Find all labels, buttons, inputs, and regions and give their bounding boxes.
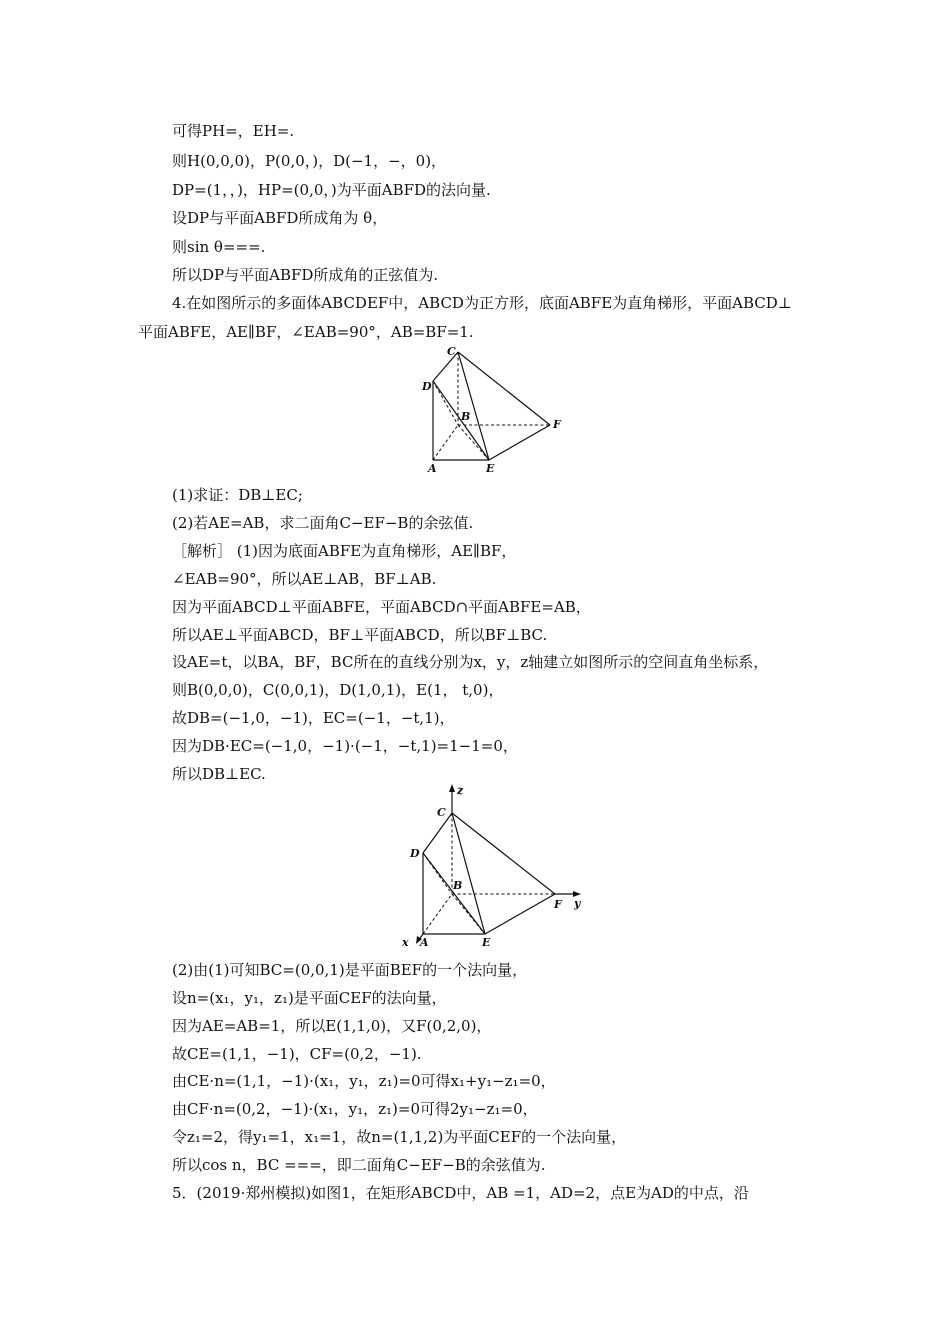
label-A: A	[420, 936, 429, 949]
text-line: 所以DP与平面ABFD所成角的正弦值为.	[172, 266, 439, 284]
problem-4-statement-cont: 平面ABFE，AE∥BF，∠EAB=90°，AB=BF=1.	[138, 323, 474, 341]
label-C: C	[447, 345, 456, 358]
text-line: ∠EAB=90°，所以AE⊥AB，BF⊥AB.	[172, 570, 437, 588]
text-line: 因为AE=AB=1，所以E(1,1,0)，又F(0,2,0)，	[172, 1017, 492, 1035]
text-line: 所以AE⊥平面ABCD，BF⊥平面ABCD，所以BF⊥BC.	[172, 626, 548, 644]
polyhedron-figure	[415, 343, 575, 478]
label-C: C	[437, 806, 446, 819]
text-line: 设AE=t，以BA，BF，BC所在的直线分别为x，y，z轴建立如图所示的空间直角坐标系，	[172, 653, 769, 671]
text-line: 可得PH=，EH=.	[172, 122, 295, 140]
label-D: D	[410, 847, 420, 860]
problem-5-statement: 5．(2019·郑州模拟)如图1，在矩形ABCD中，AB =1，AD=2，点E为AD的中点，沿	[172, 1184, 749, 1202]
label-A: A	[428, 462, 437, 475]
text-line: 则sin θ===.	[172, 238, 266, 256]
text-line: 则H(0,0,0)，P(0,0，)，D(−1，−，0)，	[172, 152, 447, 170]
text-line: 令z₁=2，得y₁=1，x₁=1，故n=(1,1,2)为平面CEF的一个法向量，	[172, 1128, 627, 1146]
text-line: (2)由(1)可知BC=(0,0,1)是平面BEF的一个法向量，	[172, 961, 528, 979]
text-line: 设DP与平面ABFD所成角为 θ，	[172, 209, 388, 227]
solution-heading: ［解析］ (1)因为底面ABFE为直角梯形，AE∥BF，	[172, 542, 517, 560]
text-line: 故DB=(−1,0，−1)，EC=(−1，−t,1)，	[172, 709, 455, 727]
text-line: 所以cos n，BC ===，即二面角C−EF−B的余弦值为.	[172, 1156, 546, 1174]
label-B: B	[461, 410, 471, 423]
label-F: F	[553, 418, 561, 431]
label-D: D	[422, 380, 432, 393]
coordinate-figure	[395, 783, 595, 953]
text-line: 因为平面ABCD⊥平面ABFE，平面ABCD∩平面ABFE=AB，	[172, 598, 591, 616]
text-line: 则B(0,0,0)，C(0,0,1)，D(1,0,1)，E(1， t,0)，	[172, 681, 504, 699]
z-axis-arrow	[449, 784, 455, 792]
problem-4-statement: 4.在如图所示的多面体ABCDEF中，ABCD为正方形，底面ABFE为直角梯形，平面ABCD⊥	[172, 294, 792, 312]
question-1: (1)求证：DB⊥EC;	[172, 486, 303, 504]
axis-label-y: y	[574, 897, 581, 910]
axis-label-x: x	[402, 936, 409, 949]
label-B: B	[453, 879, 463, 892]
label-F: F	[554, 898, 562, 911]
text-line: 设n=(x₁，y₁，z₁)是平面CEF的法向量，	[172, 989, 447, 1007]
label-E: E	[486, 462, 495, 475]
axis-label-z: z	[457, 784, 464, 797]
text-line: 所以DB⊥EC.	[172, 765, 266, 783]
label-E: E	[482, 936, 491, 949]
text-line: 由CF·n=(0,2，−1)·(x₁，y₁，z₁)=0可得2y₁−z₁=0，	[172, 1100, 538, 1118]
question-2: (2)若AE=AB，求二面角C−EF−B的余弦值.	[172, 514, 474, 532]
text-line: 因为DB·EC=(−1,0，−1)·(−1，−t,1)=1−1=0，	[172, 737, 518, 755]
text-line: DP=(1，，)，HP=(0,0，)为平面ABFD的法向量.	[172, 181, 491, 199]
text-line: 故CE=(1,1，−1)，CF=(0,2，−1).	[172, 1045, 422, 1063]
text-line: 由CE·n=(1,1，−1)·(x₁，y₁，z₁)=0可得x₁+y₁−z₁=0，	[172, 1072, 556, 1090]
